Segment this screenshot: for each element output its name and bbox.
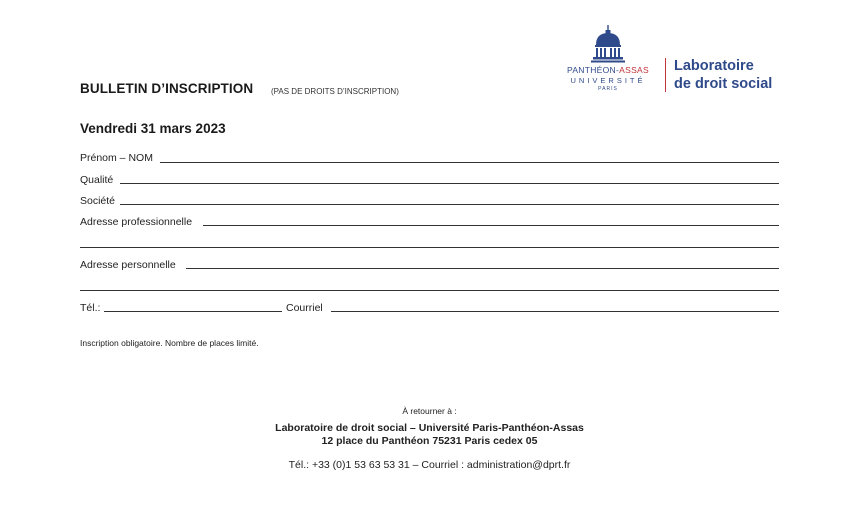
field-adresse-perso-line2[interactable] xyxy=(80,290,779,291)
return-address-line1: Laboratoire de droit social – Université Paris-Panthéon-Assas xyxy=(275,422,584,434)
label-adresse-perso: Adresse personnelle xyxy=(80,259,176,271)
field-adresse-pro-line2[interactable] xyxy=(80,247,779,248)
field-prenom-nom[interactable] xyxy=(160,162,779,163)
label-courriel: Courriel xyxy=(286,302,323,314)
label-tel: Tél.: xyxy=(80,302,101,314)
logo-divider xyxy=(665,58,666,92)
university-logo xyxy=(560,24,656,94)
field-qualite[interactable] xyxy=(120,183,779,184)
field-adresse-perso[interactable] xyxy=(186,268,779,269)
university-name-line1: PANTHÉON-ASSAS xyxy=(567,65,649,75)
label-qualite: Qualité xyxy=(80,174,114,186)
registration-note: Inscription obligatoire. Nombre de places limité. xyxy=(80,338,259,348)
university-name-line2: UNIVERSITÉ xyxy=(570,76,646,85)
university-city: PARIS xyxy=(598,86,618,92)
return-address-line2: 12 place du Panthéon 75231 Paris cedex 05 xyxy=(321,435,538,447)
pantheon-dome-icon xyxy=(591,24,625,64)
label-societe: Société xyxy=(80,195,116,207)
lab-logo-name: Laboratoire de droit social xyxy=(674,58,773,92)
return-label: À retourner à : xyxy=(402,406,457,416)
field-tel[interactable] xyxy=(104,311,282,312)
form-title: BULLETIN D’INSCRIPTION xyxy=(80,81,254,96)
label-prenom-nom: Prénom – NOM xyxy=(80,152,153,164)
event-date: Vendredi 31 mars 2023 xyxy=(80,121,226,136)
label-adresse-pro: Adresse professionnelle xyxy=(80,216,193,228)
field-adresse-pro[interactable] xyxy=(203,225,779,226)
return-contact-line: Tél.: +33 (0)1 53 63 53 31 – Courriel : administration@dprt.fr xyxy=(288,459,571,471)
form-subtitle: (PAS DE DROITS D’INSCRIPTION) xyxy=(271,87,399,96)
field-courriel[interactable] xyxy=(331,311,779,312)
field-societe[interactable] xyxy=(120,204,779,205)
